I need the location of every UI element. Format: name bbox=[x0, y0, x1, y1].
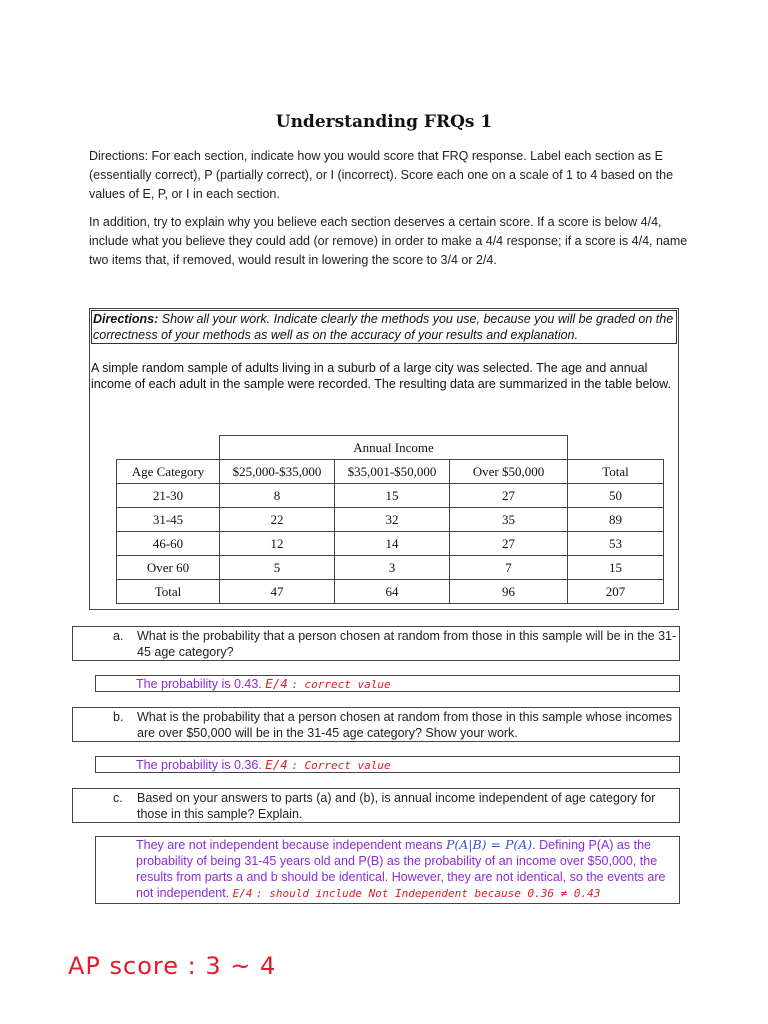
question-a-letter: a. bbox=[113, 629, 124, 643]
answer-c-box bbox=[95, 836, 680, 904]
table-row bbox=[117, 532, 664, 556]
table-cell: 46-60 bbox=[117, 532, 220, 556]
table-group-header-row bbox=[117, 436, 664, 460]
table-cell: 14 bbox=[335, 532, 450, 556]
table-corner-cell bbox=[117, 436, 220, 460]
question-a-box bbox=[72, 626, 680, 661]
frq-directions bbox=[91, 310, 677, 344]
table-cell: 22 bbox=[220, 508, 335, 532]
income-table bbox=[116, 435, 664, 604]
income-table-wrap bbox=[116, 435, 664, 604]
question-c-box bbox=[72, 788, 680, 823]
table-cell: 21-30 bbox=[117, 484, 220, 508]
question-a-text: What is the probability that a person chosen at random from those in this sample will be in the 31-45 age category? bbox=[137, 629, 677, 659]
table-corner-cell-right bbox=[568, 436, 664, 460]
answer-a-text: The probability is 0.43. bbox=[136, 677, 262, 691]
annual-income-header: Annual Income bbox=[220, 436, 568, 460]
table-cell: 27 bbox=[450, 532, 568, 556]
page-title: Understanding FRQs 1 bbox=[275, 112, 493, 132]
table-header-cell: Age Category bbox=[117, 460, 220, 484]
answer-b-grade: E/4 bbox=[265, 757, 288, 772]
ap-score-handwritten: AP score : 3 ~ 4 bbox=[68, 952, 277, 980]
answer-b-note: : Correct value bbox=[291, 759, 391, 772]
frq-stem: A simple random sample of adults living in a suburb of a large city was selected. The age and annual income of each adult in the sample were recorded. The resulting data are summarized in the table below. bbox=[91, 361, 671, 391]
table-cell: 32 bbox=[335, 508, 450, 532]
table-cell: 5 bbox=[220, 556, 335, 580]
table-cell: Over 60 bbox=[117, 556, 220, 580]
answer-c-note: : should include Not Independent because 0.36 ≠ 0.43 bbox=[255, 887, 601, 900]
table-cell: 15 bbox=[335, 484, 450, 508]
table-cell: 31-45 bbox=[117, 508, 220, 532]
intro-paragraph-1: Directions: For each section, indicate how you would score that FRQ response. Label each section as E (essentially correct), P (partially correct), or I (incorrect). Score each one on a scale of 1 to 4 based on the values of E, P, or I in each section. bbox=[89, 149, 674, 201]
answer-c-text bbox=[136, 837, 679, 902]
answer-b-text: The probability is 0.36. bbox=[136, 758, 262, 772]
answer-b-box bbox=[95, 756, 680, 773]
answer-a-line bbox=[136, 676, 679, 693]
table-header-cell: $35,001-$50,000 bbox=[335, 460, 450, 484]
answer-c-grade: E/4 bbox=[232, 887, 253, 900]
table-header-cell: Over $50,000 bbox=[450, 460, 568, 484]
table-cell: 3 bbox=[335, 556, 450, 580]
table-cell: 89 bbox=[568, 508, 664, 532]
table-header-row bbox=[117, 460, 664, 484]
table-cell: 27 bbox=[450, 484, 568, 508]
answer-a-box bbox=[95, 675, 680, 692]
table-cell: 12 bbox=[220, 532, 335, 556]
answer-a-note: : correct value bbox=[291, 678, 391, 691]
table-row bbox=[117, 508, 664, 532]
table-cell: 47 bbox=[220, 580, 335, 604]
answer-c-pre: They are not independent because independent means bbox=[136, 838, 446, 852]
answer-b-line bbox=[136, 757, 679, 774]
table-header-cell: Total bbox=[568, 460, 664, 484]
table-row bbox=[117, 556, 664, 580]
answer-c-math: P(A|B) = P(A) bbox=[445, 837, 533, 852]
table-header-cell: $25,000-$35,000 bbox=[220, 460, 335, 484]
table-cell: 207 bbox=[568, 580, 664, 604]
table-cell: 15 bbox=[568, 556, 664, 580]
table-cell: 35 bbox=[450, 508, 568, 532]
table-cell: 50 bbox=[568, 484, 664, 508]
table-cell: 96 bbox=[450, 580, 568, 604]
question-c-text: Based on your answers to parts (a) and (b), is annual income independent of age category for those in this sample? Explain. bbox=[137, 791, 656, 821]
intro-paragraph-2: In addition, try to explain why you believe each section deserves a certain score. If a score is below 4/4, include what you believe they could add (or remove) in order to make a 4/4 response; if a score is 4/4, name two items that, if removed, would result in lowering the score to 3/4 or 2/4. bbox=[89, 215, 688, 267]
table-cell: 8 bbox=[220, 484, 335, 508]
table-cell: 7 bbox=[450, 556, 568, 580]
frq-directions-label: Directions: bbox=[93, 312, 159, 326]
question-c-letter: c. bbox=[113, 791, 123, 805]
table-row bbox=[117, 484, 664, 508]
frq-prompt-box bbox=[89, 308, 679, 610]
table-total-row bbox=[117, 580, 664, 604]
frq-directions-text: Show all your work. Indicate clearly the methods you use, because you will be graded on the correctness of your methods as well as on the accuracy of your results and explanation. bbox=[93, 312, 674, 342]
question-b-letter: b. bbox=[113, 710, 124, 724]
table-cell: 64 bbox=[335, 580, 450, 604]
table-cell: 53 bbox=[568, 532, 664, 556]
table-cell: Total bbox=[117, 580, 220, 604]
question-b-text: What is the probability that a person chosen at random from those in this sample whose incomes are over $50,000 will be in the 31-45 age category? Show your work. bbox=[137, 710, 672, 740]
question-b-box bbox=[72, 707, 680, 742]
answer-a-grade: E/4 bbox=[265, 676, 288, 691]
answer-c-post: . Defining P(A) as the probability of being 31-45 years old and P(B) as the probability of an income over $50,000, the results from parts a and b should be identical. However, they are not identical, so the events are not independent. bbox=[136, 838, 666, 900]
